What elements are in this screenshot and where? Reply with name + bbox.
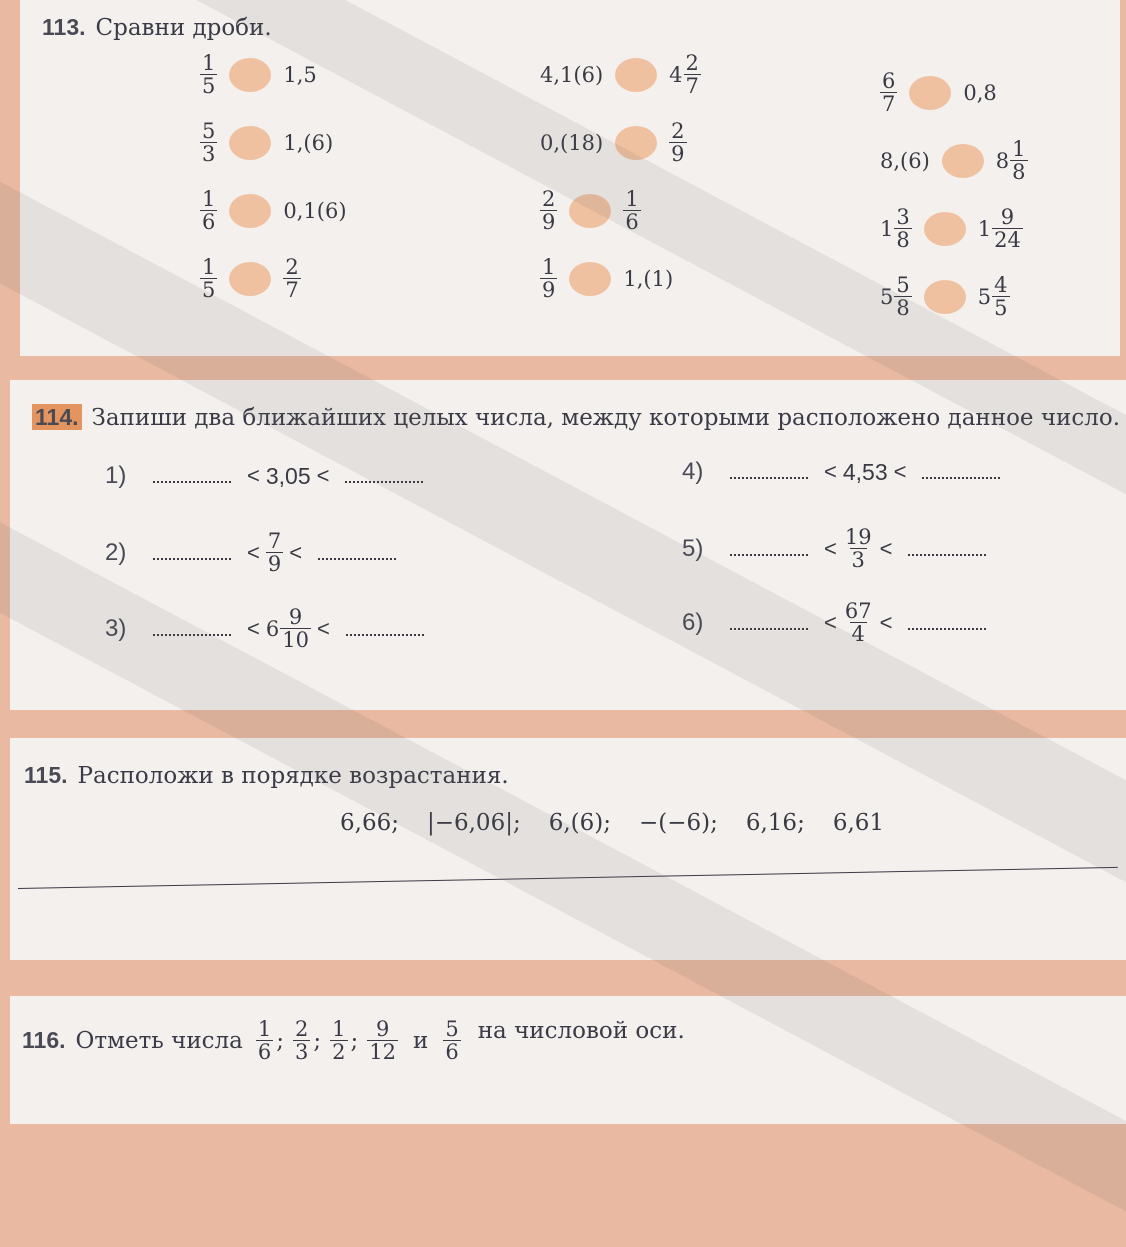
task-115-panel [10,738,1126,960]
task-115-heading [24,762,509,789]
answer-blank[interactable] [922,465,1000,479]
numerator: 5 [445,1017,459,1041]
comparison-sign-circle[interactable] [229,58,271,92]
comparison-sign-circle[interactable] [942,144,984,178]
numerator: 5 [896,273,910,297]
numerator: 1 [257,1017,272,1041]
comparison-row [200,52,317,97]
comparison-sign-circle[interactable] [229,194,271,228]
answer-blank[interactable] [908,616,986,630]
sequence-number: 6,(6); [548,810,611,836]
item-label: 5) [682,534,704,562]
separator: ; [350,1027,359,1054]
denominator: 7 [882,92,896,117]
less-than-sign: < [893,459,907,484]
sequence-number: −(−6); [638,810,718,836]
answer-blank[interactable] [730,542,808,556]
mixed-number [669,52,701,97]
item-label: 2) [105,538,127,566]
less-than-sign: < [316,463,330,488]
number-value: 8,(6) [880,148,930,173]
fraction [256,1018,273,1063]
number-value: 0,8 [963,80,997,105]
comparison-sign-circle[interactable] [229,126,271,160]
comparison-row [200,188,347,233]
numerator: 2 [685,51,699,75]
fraction [266,530,283,575]
answer-blank[interactable] [153,622,231,636]
numerator: 1 [202,255,216,279]
answer-line[interactable] [18,867,1118,889]
numerator: 2 [542,187,556,211]
mixed-number [996,138,1028,183]
numerator: 1 [202,187,216,211]
comparison-sign-circle[interactable] [569,194,611,228]
denominator: 8 [1012,160,1026,185]
denominator: 6 [625,210,639,235]
fraction [894,206,911,251]
numerator: 4 [994,273,1008,297]
denominator: 3 [295,1040,309,1065]
fraction [540,256,557,301]
fraction [1010,138,1027,183]
less-than-sign: < [247,615,260,641]
comparison-sign-circle[interactable] [909,76,951,110]
fraction [880,70,897,115]
less-than-sign: < [316,615,330,641]
fraction [992,206,1023,251]
fraction [367,1018,398,1063]
denominator: 7 [285,278,299,303]
fraction [330,1018,347,1063]
numerator: 1 [542,255,556,279]
fraction [669,120,686,165]
fraction [200,52,217,97]
fraction [200,188,217,233]
whole-part: 6 [265,616,280,641]
fraction [283,256,300,301]
numerator: 2 [671,119,685,143]
comparison-row [880,70,997,115]
denominator: 9 [671,142,685,167]
task-116-heading [22,1018,685,1063]
denominator: 9 [542,278,556,303]
answer-blank[interactable] [346,622,424,636]
denominator: 7 [685,74,699,99]
comparison-row [540,52,701,97]
denominator: 6 [445,1040,459,1065]
denominator: 4 [851,622,865,647]
answer-blank[interactable] [318,546,396,560]
less-than-sign: < [824,535,837,561]
denominator: 24 [994,228,1021,253]
denominator: 10 [282,628,309,653]
fraction [540,188,557,233]
whole-part: 1 [977,216,992,241]
inequality-item [682,458,1010,486]
fraction [200,256,217,301]
task-number: 113. [42,14,86,40]
fraction [280,606,311,651]
inequality-item [682,600,996,645]
sequence-number: 6,66; [340,810,399,836]
answer-blank[interactable] [153,546,231,560]
inequality-item [105,530,406,575]
fraction [684,52,701,97]
numerator: 6 [882,69,896,93]
comparison-sign-circle[interactable] [615,58,657,92]
numerator: 5 [202,119,216,143]
task-title: Запиши два ближайших целых числа, между которыми расположено данное число. [91,405,1121,431]
task-title: Отметь числа [75,1027,243,1054]
denominator: 3 [851,548,865,573]
item-label: 6) [682,608,704,636]
comparison-row [540,188,641,233]
number-value: 1,(6) [283,130,334,155]
task-114-panel [10,380,1126,710]
task-number: 116. [22,1027,66,1054]
less-than-sign: < [879,535,893,561]
numerator: 7 [267,529,282,553]
denominator: 5 [994,296,1008,321]
fraction [894,274,911,319]
numerator: 1 [625,187,639,211]
denominator: 5 [202,278,216,303]
denominator: 9 [542,210,556,235]
task-title: Расположи в порядке возрастания. [77,763,509,789]
numerator: 1 [202,51,216,75]
task-title: Сравни дроби. [95,15,272,41]
less-than-sign: < [879,609,893,635]
fraction [623,188,640,233]
numerator: 1 [332,1017,346,1041]
denominator: 5 [202,74,216,99]
fraction [293,1018,310,1063]
task-113-heading [42,14,272,41]
mixed-number [978,274,1010,319]
inequality-item [105,606,434,651]
comparison-sign-circle[interactable] [569,262,611,296]
comparison-sign-circle[interactable] [615,126,657,160]
denominator: 12 [369,1040,396,1065]
denominator: 6 [257,1040,272,1065]
numerator: 2 [295,1017,309,1041]
item-label: 4) [682,458,704,485]
conjunction: и [413,1027,429,1054]
whole-part: 5 [880,284,894,309]
comparison-sign-circle[interactable] [924,280,966,314]
mixed-number [880,206,912,251]
denominator: 3 [202,142,216,167]
sequence-number: |−6,06|; [426,810,521,836]
inequality-item [105,462,433,490]
number-value: 0,1(6) [283,198,347,223]
inequality-item [682,526,996,571]
sequence-number: 6,61 [832,810,885,836]
number-sequence [340,810,912,836]
fraction [843,526,874,571]
separator: ; [276,1027,285,1054]
number-value: 3,05 [265,462,311,489]
less-than-sign: < [824,609,837,635]
fraction [200,120,217,165]
denominator: 8 [896,228,910,253]
comparison-row [540,256,673,301]
denominator: 9 [267,552,282,577]
less-than-sign: < [247,539,260,565]
whole-part: 8 [995,148,1010,173]
numerator: 9 [375,1017,390,1041]
fraction [443,1018,460,1063]
task-tail: на числовой оси. [477,1018,685,1044]
comparison-row [200,256,301,301]
mixed-number [266,606,311,651]
item-label: 1) [105,462,127,489]
less-than-sign: < [289,539,303,565]
number-value: 1,5 [283,62,317,87]
less-than-sign: < [247,463,260,488]
numerator: 3 [896,205,910,229]
task-114-heading [32,404,1120,431]
sequence-number: 6,16; [745,810,805,836]
task-116-panel [10,996,1126,1124]
comparison-row [540,120,687,165]
denominator: 8 [896,296,910,321]
mixed-number [880,274,912,319]
numerator: 67 [844,599,872,623]
comparison-row [880,206,1023,251]
denominator: 2 [332,1040,346,1065]
task-113-panel [20,0,1120,356]
answer-blank[interactable] [908,542,986,556]
fraction [992,274,1009,319]
numerator: 19 [844,525,872,549]
comparison-sign-circle[interactable] [924,212,966,246]
number-value: 4,1(6) [540,62,604,87]
separator: ; [313,1027,322,1054]
numerator: 1 [1012,137,1026,161]
fraction [843,600,874,645]
comparison-row [200,120,333,165]
whole-part: 5 [977,284,992,309]
answer-blank[interactable] [153,469,231,483]
numerator: 2 [285,255,299,279]
number-value: 1,(1) [623,266,674,291]
task-number: 114. [32,404,82,430]
numerator: 9 [288,605,303,629]
answer-blank[interactable] [730,616,808,630]
item-label: 3) [105,614,127,642]
less-than-sign: < [824,459,837,484]
task-number: 115. [24,762,68,788]
whole-part: 1 [880,216,894,241]
comparison-sign-circle[interactable] [229,262,271,296]
whole-part: 4 [669,62,683,87]
answer-blank[interactable] [345,469,423,483]
numerator: 9 [1000,205,1015,229]
number-value: 0,(18) [540,130,604,155]
number-value: 4,53 [842,458,888,485]
denominator: 6 [202,210,216,235]
answer-blank[interactable] [730,465,808,479]
comparison-row [880,274,1010,319]
comparison-row [880,138,1028,183]
mixed-number [978,206,1023,251]
